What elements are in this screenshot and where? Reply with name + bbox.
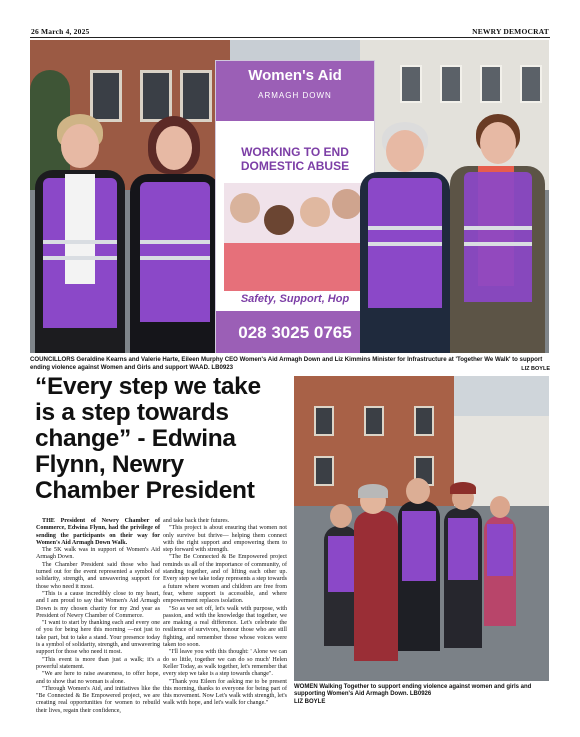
banner-slogan: WORKING TO END DOMESTIC ABUSE	[240, 145, 350, 173]
womens-aid-banner	[215, 60, 375, 353]
article-column-2	[163, 518, 287, 708]
article-paragraph: "Thank you Eileen for asking me to be present this morning, thanks to everyone for being part of this movement. Now Let's walk with strength, let's walk with hope, and let's walk for change."	[163, 678, 287, 707]
publication-name: NEWRY DEMOCRAT	[472, 27, 549, 36]
top-photo-caption: COUNCILLORS Geraldine Kearns and Valerie Harte, Eileen Murphy CEO Women's Aid Armagh Down and Liz Kimmins Minister for Infrastructure at 'Together We Walk' to support ending violence against Women and Girls and support WAAD. LB0923	[30, 356, 543, 371]
article-paragraph: "This event is more than just a walk; it's a powerful statement.	[36, 656, 160, 670]
article-column-1	[36, 518, 160, 715]
walk-photo-caption	[294, 684, 550, 706]
walk-caption-text: WOMEN Walking Together to support ending violence against women and girls and supporting Women's Aid Armagh Down. LB0926	[294, 684, 532, 698]
article-paragraph: The Chamber President said those who had turned out for the event represented a symbol of solidarity, strength, and unwavering support for those who need it most.	[36, 561, 160, 590]
article-lead: THE President of Newry Chamber of Commerce, Edwina Flynn, had the privilege of sending the participants on their way for Women's Aid Armagh Down Walk.	[36, 518, 160, 546]
header-rule	[30, 37, 550, 38]
article-headline: “Every step we take is a step towards change” - Edwina Flynn, Newry Chamber President	[35, 373, 261, 504]
article-paragraph: "I want to start by thanking each and every one of you for being here this morning —not just to take part, but to take a stand. Your presence today is a symbol of solidarity, strength, and unwavering support for those who need it most.	[36, 620, 160, 656]
article-paragraph: "I'll leave you with this thought: ' Alone we can do so little, together we can do so much' Helen Keller Today, as walk together, let's remember that every step we take is a step towards change".	[163, 649, 287, 678]
walker	[354, 511, 398, 661]
banner-tagline: Safety, Support, Hop	[240, 293, 350, 305]
walk-photo-credit: LIZ BOYLE	[294, 698, 326, 705]
article-paragraph: "This project is about ensuring that women not only survive but thrive— helping them connect with the right support and empowering them to step forward with strength.	[163, 525, 287, 554]
walk-photo	[294, 376, 549, 681]
banner-title: Women's Aid	[248, 67, 342, 84]
article-paragraph: "So as we set off, let's walk with purpose, with passion, and with the knowledge that together, we are making a real difference. Let's celebrate the resilience of survivors, honour those who are still fighting, and remember those whose voices were taken too soon.	[163, 605, 287, 649]
article-paragraph: "This is a cause incredibly close to my heart, and I am proud to say that Women's Aid Armagh Down is my chosen charity for my 2nd year as President of Newry Chamber of Commerce.	[36, 590, 160, 619]
banner-phone: 028 3025 0765	[216, 311, 374, 353]
person-right-1	[360, 120, 450, 353]
person-right-2	[450, 110, 545, 353]
article-paragraph: The 5K walk was in support of Women's Aid Armagh Down.	[36, 547, 160, 561]
page-folio-date: 26 March 4, 2025	[31, 27, 90, 36]
banner-subtitle: ARMAGH DOWN	[258, 91, 332, 100]
person-left-1	[35, 100, 125, 353]
person-left-2	[130, 110, 220, 353]
article-paragraph: and take back their futures.	[163, 518, 230, 524]
article-paragraph: "Through Women's Aid, and initiatives like the "Be Connected & Be Empowered project, we are creating real opportunities for women to rebuild their lives, regain their confidence,	[36, 685, 160, 714]
top-photo-credit: LIZ BOYLE	[521, 366, 550, 372]
banner-photo	[224, 183, 366, 291]
top-photo	[30, 40, 549, 353]
article-paragraph: "We are here to raise awareness, to offer hope, and to show that no woman is alone.	[36, 671, 160, 685]
article-paragraph: "The Be Connected & Be Empowered project reminds us all of the importance of community, of standing together, and of lifting each other up. Every step we take today represents a step towards a future where women and children are free from fear, where support is accessible, and where empowerment replaces isolation.	[163, 554, 287, 605]
